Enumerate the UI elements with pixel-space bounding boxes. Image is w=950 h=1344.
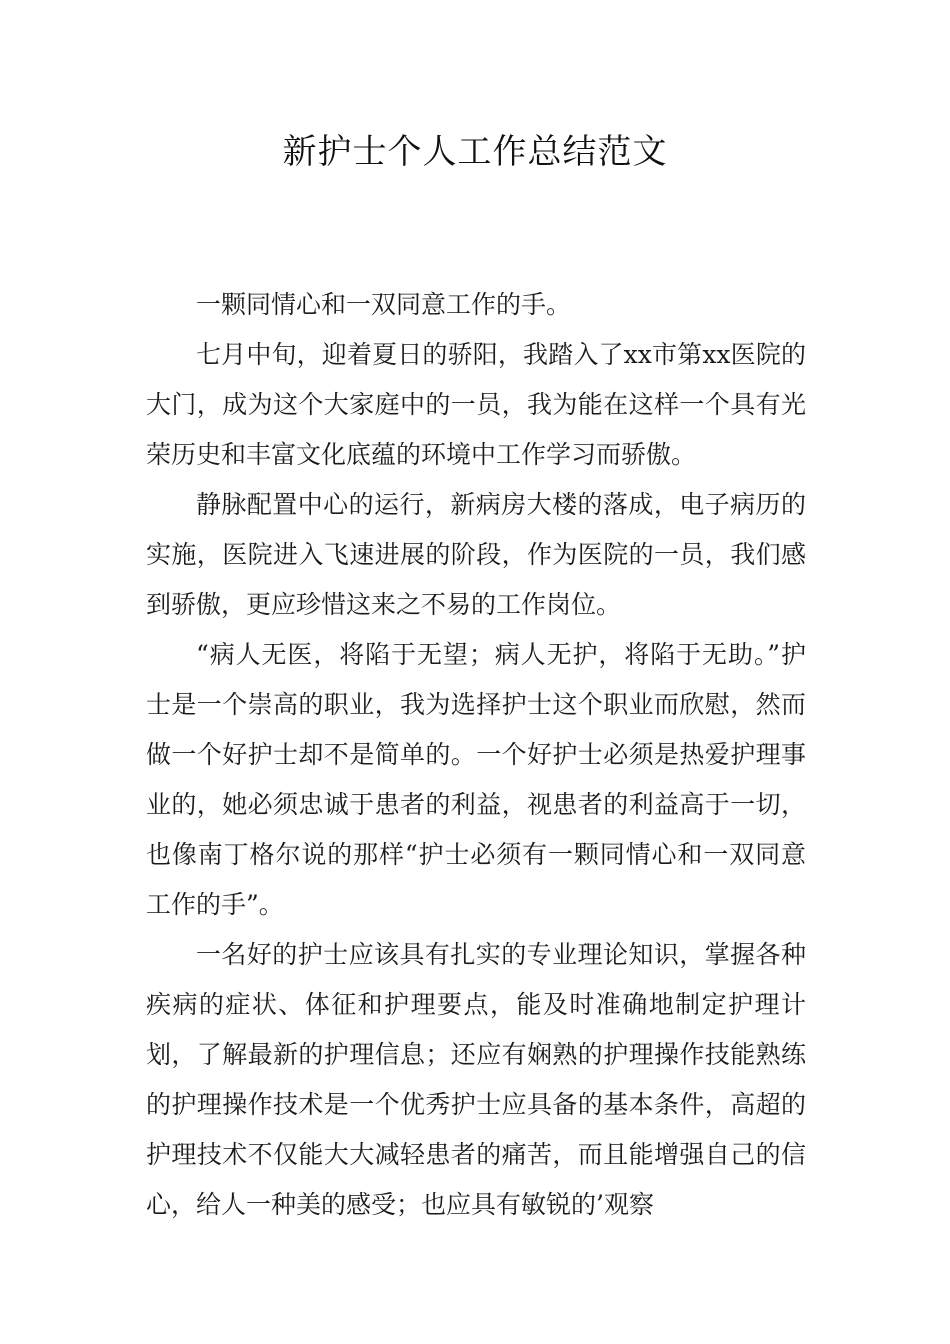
paragraph: 静脉配置中心的运行，新病房大楼的落成，电子病历的实施，医院进入飞速进展的阶段，作为医院的一员，我们感到骄傲，更应珍惜这来之不易的工作岗位。	[146, 490, 806, 619]
paragraph: 一颗同情心和一双同意工作的手。	[196, 290, 572, 319]
paragraph: 一名好的护士应该具有扎实的专业理论知识，掌握各种疾病的症状、体征和护理要点，能及时准确地制定护理计划，了解最新的护理信息；还应有娴熟的护理操作技能熟练的护理操作技术是一个优秀护士应具备的基本条件，高超的护理技术不仅能大大减轻患者的痛苦，而且能增强自己的信心，给人一种美的感受；也应具有敏锐的’观察	[146, 940, 806, 1219]
page-title: 新护士个人工作总结范文	[282, 132, 668, 172]
paragraph: 七月中旬，迎着夏日的骄阳，我踏入了xx市第xx医院的大门，成为这个大家庭中的一员，我为能在这样一个具有光荣历史和丰富文化底蕴的环境中工作学习而骄傲。	[146, 340, 806, 469]
paragraph: “病人无医，将陷于无望；病人无护，将陷于无助。”护士是一个崇高的职业，我为选择护士这个职业而欣慰，然而做一个好护士却不是简单的。一个好护士必须是热爱护理事业的，她必须忠诚于患者的利益，视患者的利益高于一切，也像南丁格尔说的那样“护士必须有一颗同情心和一双同意工作的手”。	[146, 640, 806, 919]
document-body	[146, 280, 806, 1230]
